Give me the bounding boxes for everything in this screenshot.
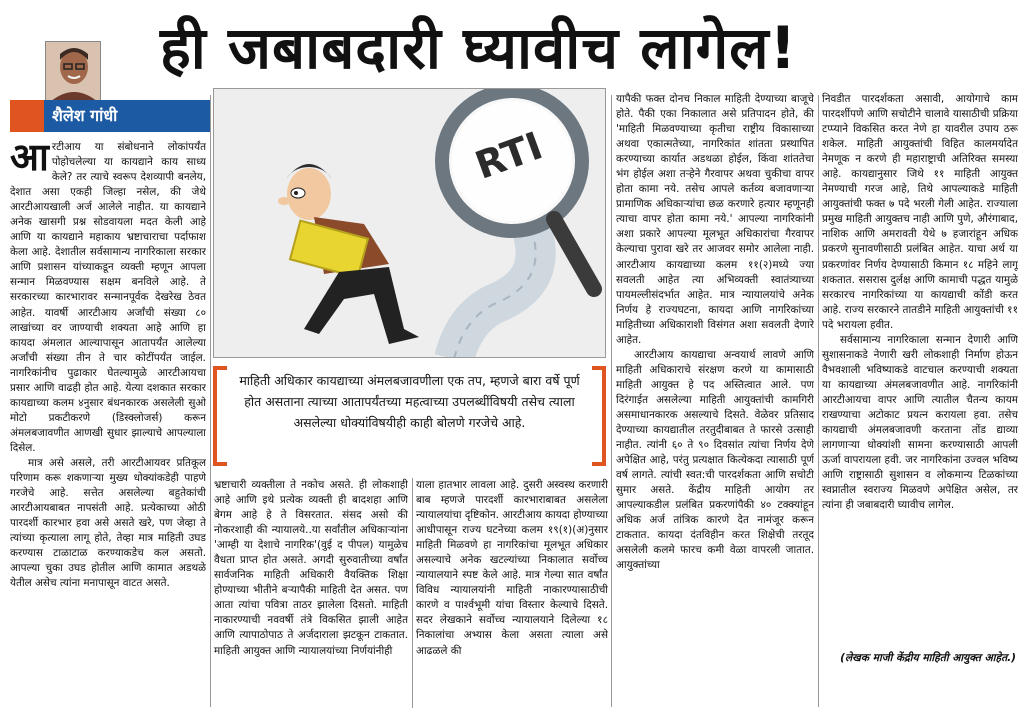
- rti-label: RTI: [469, 123, 549, 188]
- paragraph-text: रटीआय या संबोधनाने लोकांपर्यंत पोहोचलेल्या या कायद्याने काय साध्य केले? तर त्याचे स्वरूप देशव्यापी बनलेय, देशात असा एकही जिल्हा नसेल, की जेथे आरटीआयखाली अर्ज आलेले नाहीत. या कायद्याने अनेक खासगी प्रश्न सोडवायला मदत केली आहे आणि या कायद्याने महाकाय भ्रष्टाचाराचा पर्दाफाश केला आहे. देशातील सर्वसामान्य नागरिकाला सरकार आणि प्रशासन यांच्याकडून व्यक्ती म्हणून आपला सन्मान मिळवण्यास सक्षम बनविले आहे. ते सरकारच्या कारभारावर सन्मानपूर्वक देखरेख ठेवत आहेत. यावर्षी आरटीआय अर्जांची संख्या ८० लाखांच्या वर जाण्याची शक्यता आहे आणि हा कायदा अंमलात आल्यापासून आतापर्यंत आलेल्या अर्जांची संख्या तीन ते चार कोटींपर्यंत जाईल. नागरिकांनीच पुढाकार घेतल्यामुळे आरटीआयचा प्रसार आणि वाढही होत आहे. येत्या दशकात सरकार कायद्याच्या कलम ४नुसार बंधनकारक असलेली सुओ मोटो प्रकटीकरणे (डिस्क्लोजर्स) करून अंमलबजावणीत आणखी सुधार झाल्याचे आपल्याला दिसेल.: [10, 141, 206, 454]
- rti-illustration: [213, 88, 606, 358]
- article-column-5: [822, 92, 1018, 650]
- column-rule: [412, 478, 413, 708]
- article-column-2: [214, 478, 408, 708]
- author-note: (लेखक माजी केंद्रीय माहिती आयुक्त आहेत.): [840, 652, 1016, 664]
- column-rule: [210, 95, 211, 707]
- article-paragraph: [10, 140, 206, 456]
- author-band-accent: [10, 100, 44, 132]
- column-rule: [611, 95, 612, 707]
- article-column-3: [416, 478, 608, 708]
- headline: ही जबाबदारी घ्यावीच लागेल!: [160, 14, 798, 82]
- quote-bracket-left: [213, 366, 227, 466]
- article-column-4: [616, 92, 814, 708]
- author-photo: [45, 41, 101, 101]
- article-paragraph: भ्रष्टाचारी व्यक्तीला ते नकोच असते. ही लोकशाही आहे आणि इथे प्रत्येक व्यक्ती ही बादशहा आणि बेगम आहे हे ते विसरतात. संसद असो की नोकरशाही की न्यायालये..या सर्वांतील अधिकाऱ्यांना 'आम्ही या देशाचे नागरिक'(वुई द पीपल) यामुळेच वैधता प्राप्त होत असते. अगदी सुरुवातीच्या वर्षांत सार्वजनिक माहिती अधिकारी वैयक्तिक शिक्षा होण्याच्या भीतीने बऱ्यापैकी माहिती देत असत. पण आता त्यांचा पवित्रा ताठर झालेला दिसतो. माहिती नाकारण्याची नववर्षी तंत्रे विकसित झाली आहेत आणि त्यापाठोपाठ ते अर्जदाराला झटकून टाकतात. माहिती आयुक्त आणि न्यायालयांच्या निर्णयांनीही: [214, 479, 408, 657]
- dropcap: आ: [10, 140, 49, 179]
- article-paragraph: निवडीत पारदर्शकता असावी, आयोगाचे काम पारदर्शीपणे आणि सचोटीने चालावे यासाठीची प्रक्रिया टप्प्याने विकसित करत नेणे हा यावरील उपाय ठरू शकेल. माहिती आयुक्तांची विहित कालमर्यादेत नेमणूक न करणे ही महाराष्ट्राची अतिरिक्त समस्या आहे. कायद्यानुसार जिथे ११ माहिती आयुक्त नेमण्याची गरज आहे, तिथे आपल्याकडे माहिती आयुक्तांची फक्त ७ पदे भरली गेली आहेत. राज्याला प्रमुख माहिती आयुक्तच नाही आणि पुणे, औरंगाबाद, नाशिक आणि अमरावती येथे ७ हजारांहून अधिक प्रकरणे सुनावणीसाठी प्रलंबित आहेत. याचा अर्थ या प्रकरणांवर निर्णय देण्यासाठी किमान १८ महिने लागू शकतात. ससरास दुर्लक्ष आणि कामाची पद्धत यामुळे सरकारच नागरिकांच्या या कायद्याची कोंडी करत आहे. राज्य सरकारने तातडीने माहिती आयुक्तांची ११ पदे भरायला हवीत.: [822, 93, 1018, 331]
- article-paragraph: यापैकी फक्त दोनच निकाल माहिती देण्याच्या बाजूचे होते. पैकी एका निकालात असे प्रतिपादन होते, की 'माहिती मिळवण्याच्या कृतीचा राष्ट्रीय विकासाच्या अथवा एकात्मतेच्या, नागरिकांत शांतता प्रस्थापित करण्याच्या कार्यात अडथळा होईल, किंवा शांततेचा भंग होईल अशा तऱ्हेने गैरवापर अथवा चुकीचा वापर होता कामा नये. तसेच आपले कर्तव्य बजावणाऱ्या प्रामाणिक अधिकाऱ्यांचा छळ करणारे हत्यार म्हणूनही त्याचा वापर होता कामा नये.' आपल्या नागरिकांनी अशा प्रकारे आपल्या मूलभूत अधिकारांचा गैरवापर केल्याचा पुरावा खरे तर आजवर समोर आलेला नाही. आरटीआय कायद्याच्या कलम ११(२)मध्ये ज्या सवलती आहेत त्या अभिव्यक्ती स्वातंत्र्याच्या पायमल्लीसंदर्भात आहेत. मात्र न्यायालयांचे अनेक निर्णय हे राज्यघटना, कायदा आणि नागरिकांच्या माहितीच्या अधिकाराशी विसंगत अशा सवलती देणारे आहेत.: [616, 93, 814, 346]
- article-paragraph: याला हातभार लावला आहे. दुसरी अस्वस्थ करणारी बाब म्हणजे पारदर्शी कारभाराबाबत असलेला न्यायालयांचा दृष्टिकोन. आरटीआय कायदा होण्याच्या आधीपासून राज्य घटनेच्या कलम १९(१)(अ)नुसार माहिती मिळवणे हा नागरिकांचा मूलभूत अधिकार असल्याचे अनेक खटल्यांच्या निकालात सर्वोच्च न्यायालयाने स्पष्ट केले आहे. मात्र गेल्या सात वर्षांत विविध न्यायालयांनी माहिती नाकारण्यासाठीची कारणे व पार्श्वभूमी यांचा विस्तार केल्याचे दिसते. सदर लेखकाने सर्वोच्च न्यायालयाने दिलेल्या १८ निकालांचा अभ्यास केला असता त्याला असे आढळले की: [416, 479, 608, 657]
- quote-bracket-right: [592, 366, 606, 466]
- author-name: शैलेश गांधी: [52, 106, 118, 125]
- author-band: [10, 100, 210, 132]
- article-paragraph: आरटीआय कायद्याचा अन्वयार्थ लावणे आणि माहिती अधिकाराचे संरक्षण करणे या कामासाठी माहिती आयुक्त हे पद अस्तित्वात आले. पण दिरंगाईत असलेल्या माहिती आयुक्तांची कामगिरी असमाधानकारक असल्याचे दिसते. वेळेवर प्रतिसाद देण्याच्या कायद्यातील तरतुदीबाबत ते फारसे उत्साही नाहीत. त्यांनी ६० ते ९० दिवसांत त्यांचा निर्णय देणे अपेक्षित आहे, परंतु प्रत्यक्षात कित्येकदा त्यासाठी पूर्ण वर्ष लागते. त्यांची स्वत:ची पारदर्शकता आणि सचोटी सुमार असते. केंद्रीय माहिती आयोग तर आपल्याकडील प्रलंबित प्रकरणांपैकी ४० टक्क्यांहून अधिक अर्ज तांत्रिक कारणे देत नामंजूर करून टाकतात. कायदा दंतविहीन करत शिक्षेची तरतूद असलेली कलमे फारच कमी वेळा वापरली जातात. आयुक्तांच्या: [616, 348, 814, 572]
- article-paragraph: मात्र असे असले, तरी आरटीआयवर प्रतिकूल परिणाम करू शकणाऱ्या मुख्य धोक्यांकडेही पाहणे गरजेचे आहे. सत्तेत असलेल्या बहुतेकांची आरटीआयबाबत नापसंती आहे. प्रत्येकाच्या ओठी पारदर्शी कारभार हवा असे असते खरे, पण जेव्हा ते त्यांच्या कृत्याला लागू होते, तेव्हा मात्र माहिती उघड करण्यास टाळाटाळ करण्याकडेच कल असतो. आपल्या चुका उघड होतील आणि कामात अडथळे येतील असेच त्यांना मनापासून वाटत असते.: [10, 456, 206, 590]
- pull-quote-text: माहिती अधिकार कायद्याच्या अंमलबजावणीला एक तप, म्हणजे बारा वर्षे पूर्ण होत असताना त्याच्या आतापर्यंतच्या महत्वाच्या उपलब्धींविषयी तसेच त्याला असलेल्या धोक्यांविषयीही काही बोलणे गरजेचे आहे.: [239, 373, 580, 430]
- article-paragraph: सर्वसामान्य नागरिकाला सन्मान देणारी आणि सुशासनाकडे नेणारी खरी लोकशाही निर्माण होऊन वैभवशाली भविष्याकडे वाटचाल करण्याची शक्यता या कायद्याच्या अंमलबजावणीत आहे. नागरिकांनी आरटीआयचा वापर आणि त्यातील चैतन्य कायम राखण्याचा अटोकाट प्रयत्न करायला हवा. तसेच कायद्याची अंमलबजावणी करताना तोंड द्याव्या लागणाऱ्या धोक्यांशी सामना करण्यासाठी आपली ऊर्जा वापरायला हवी. जर नागरिकांना उज्वल भविष्य आणि राष्ट्रासाठी सुशासन व लोकमान्य टिळकांच्या स्वप्नातील स्वराज्य मिळवणे अपेक्षित असेल, तर त्यांना ही जबाबदारी घ्यावीच लागेल.: [822, 333, 1018, 512]
- pull-quote: [213, 362, 606, 472]
- column-rule: [818, 95, 819, 707]
- article-column-1: [10, 140, 206, 708]
